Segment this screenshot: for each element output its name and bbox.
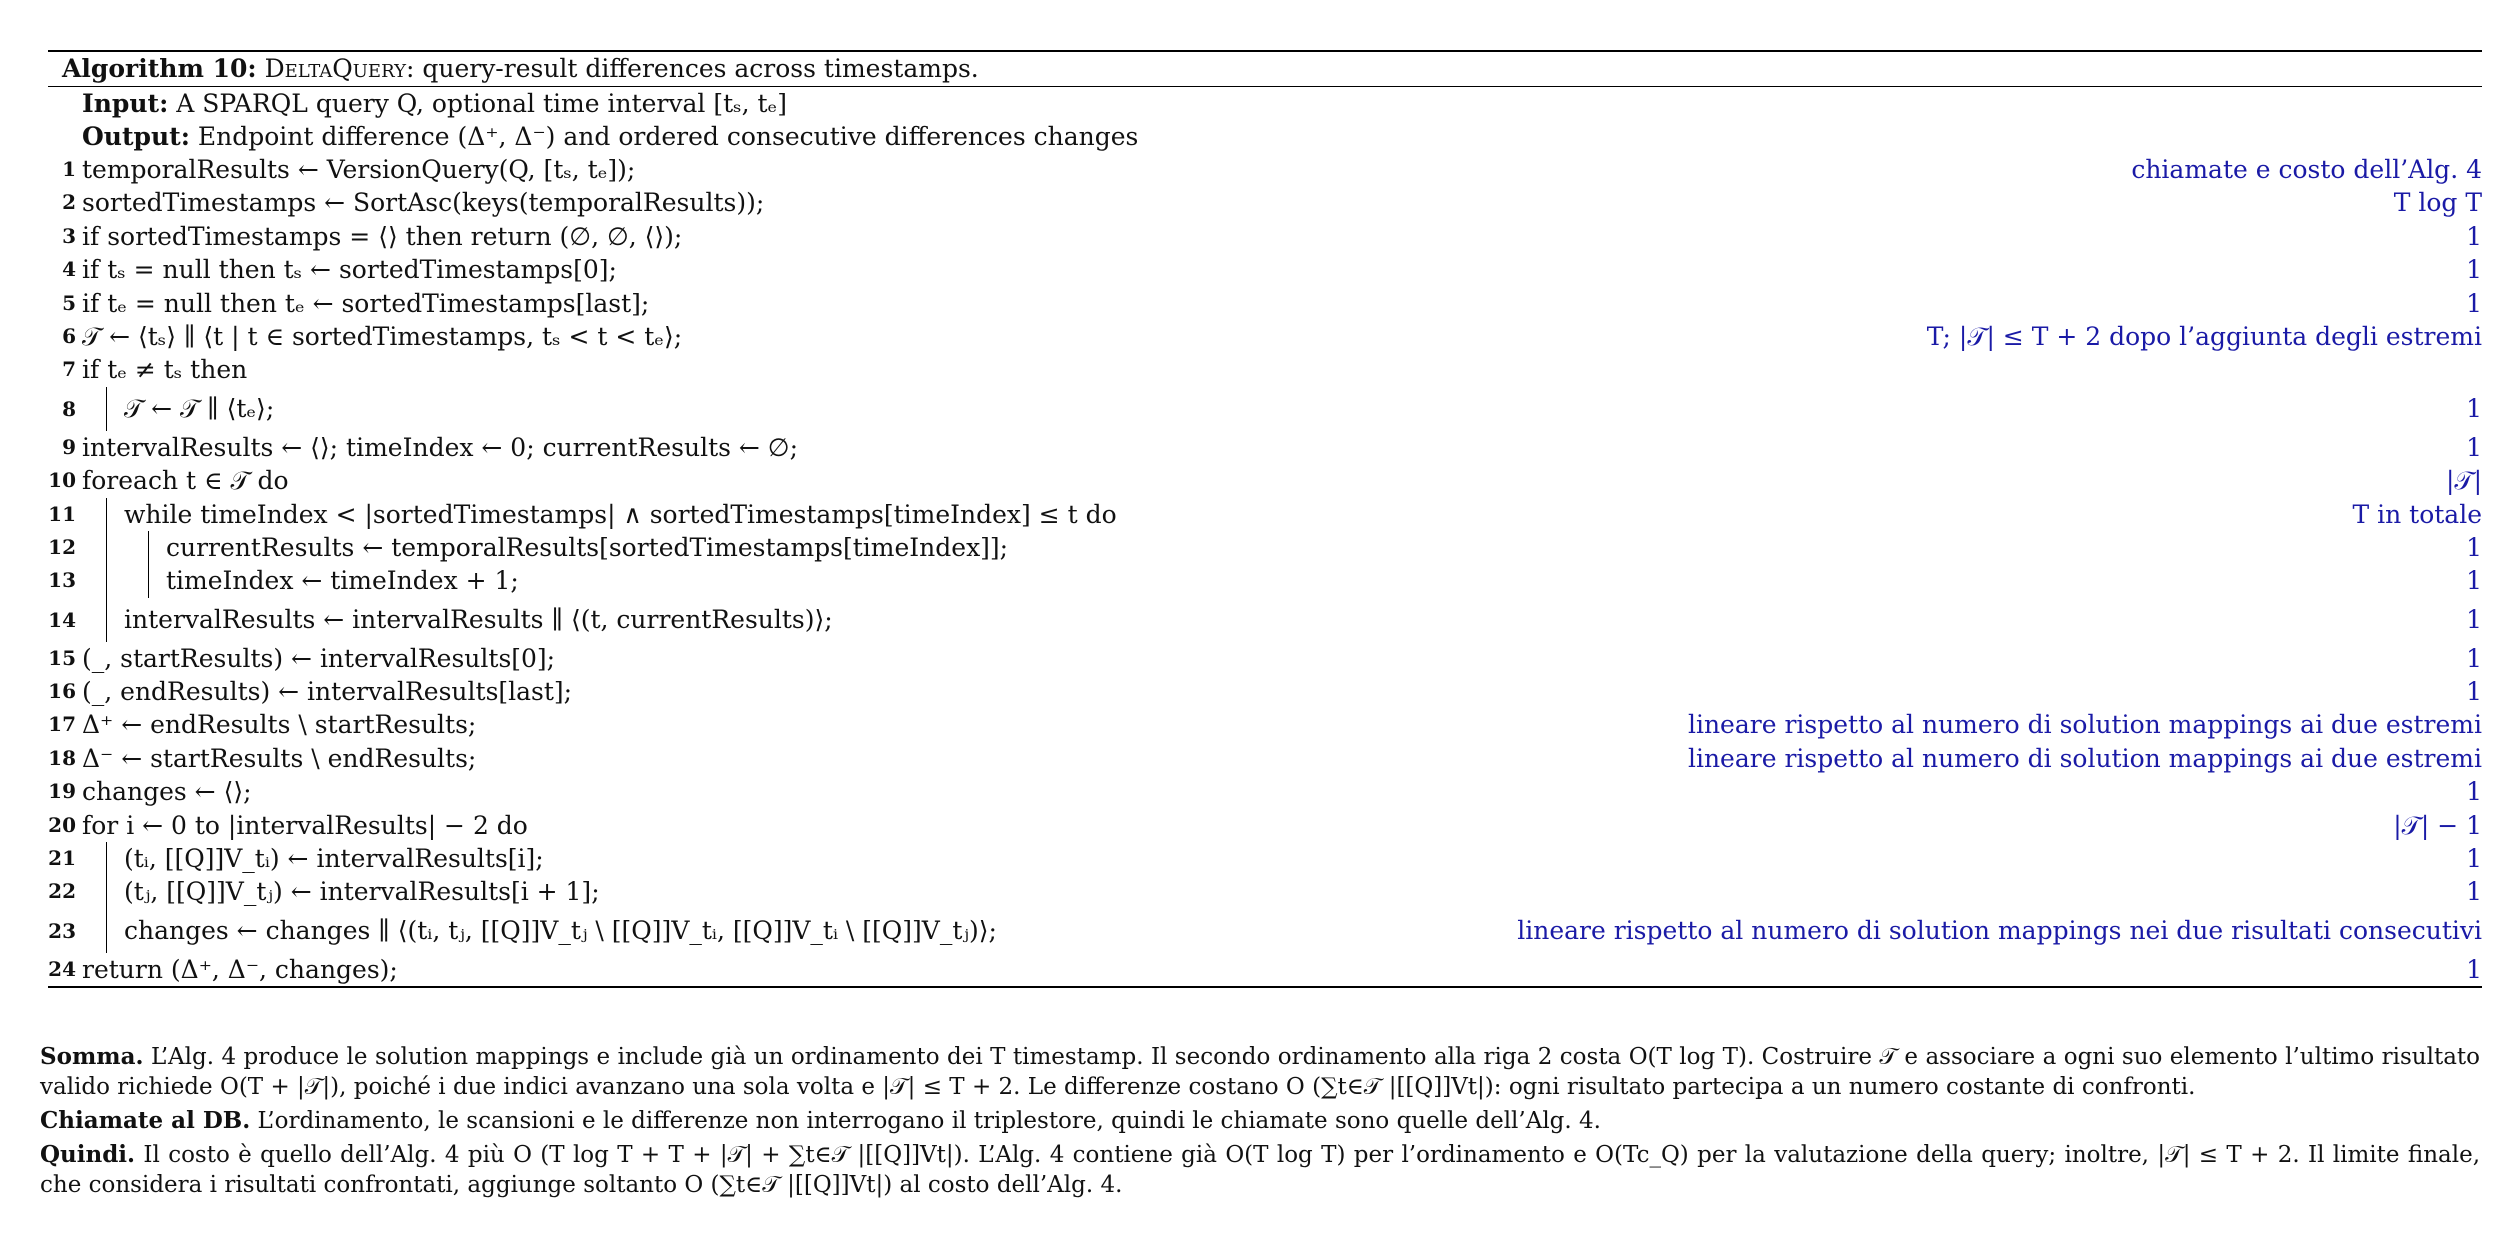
line-code: return (Δ⁺, Δ⁻, changes); [82, 954, 398, 984]
note-somma-text: L’Alg. 4 produce le solution mappings e include già un ordinamento dei T timestamp. Il secondo ordinamento alla riga 2 costa O(T log T). Costruire 𝒯 e associare a ogni suo elemento l’ultimo risultato valido richiede O(T + |𝒯|), poiché i due indici avanzano una sola volta e |𝒯| ≤ T + 2. Le differenze costano O (∑t∈𝒯 |[[Q]]Vt|): ogni risultato partecipa a un numero costante di confronti. [40, 1044, 2480, 1100]
line-cost-comment: 1 [2466, 643, 2482, 673]
line-number: 23 [48, 918, 76, 943]
note-db-label: Chiamate al DB. [40, 1107, 251, 1134]
line-code: (_, startResults) ← intervalResults[0]; [82, 643, 556, 673]
line-cost-comment: |𝒯| [2446, 466, 2482, 496]
line-cost-comment: chiamate e costo dell’Alg. 4 [2131, 155, 2482, 184]
input-text: A SPARQL query Q, optional time interval [tₛ, tₑ] [176, 89, 787, 118]
input-label: Input: [82, 89, 169, 118]
block-bar [106, 909, 107, 953]
line-cost-comment: 1 [2466, 288, 2482, 318]
line-number: 19 [48, 779, 76, 804]
algorithm-line [48, 531, 2482, 564]
block-bar [106, 598, 107, 642]
line-number: 5 [62, 290, 76, 315]
algorithm-box [48, 50, 2482, 988]
line-cost-comment: T in totale [2352, 499, 2482, 529]
line-cost-comment: lineare rispetto al numero di solution mappings ai due estremi [1687, 710, 2482, 740]
line-number: 9 [62, 434, 76, 459]
line-number: 1 [62, 157, 76, 181]
line-cost-comment: 1 [2466, 844, 2482, 874]
line-code: 𝒯 ← 𝒯 ∥ ⟨tₑ⟩; [124, 393, 275, 423]
line-code: if tₑ ≠ tₛ then [82, 355, 248, 385]
line-number: 18 [48, 745, 76, 770]
line-number: 11 [48, 501, 76, 526]
algorithm-line [48, 564, 2482, 597]
line-cost-comment: 1 [2466, 877, 2482, 907]
line-number: 20 [48, 812, 76, 837]
line-cost-comment: lineare rispetto al numero di solution mappings ai due estremi [1687, 743, 2482, 773]
line-code: changes ← changes ∥ ⟨(tᵢ, tⱼ, [[Q]]V_tⱼ \ [[Q]]V_tᵢ, [[Q]]V_tᵢ \ [[Q]]V_tⱼ)⟩; [124, 915, 997, 945]
line-code: intervalResults ← intervalResults ∥ ⟨(t, currentResults)⟩; [124, 604, 833, 634]
algorithm-line [48, 842, 2482, 875]
line-code: (tⱼ, [[Q]]V_tⱼ) ← intervalResults[i + 1]; [124, 877, 600, 907]
caption-name: DeltaQuery [264, 54, 406, 83]
algorithm-line [48, 875, 2482, 908]
algorithm-line [48, 353, 2482, 386]
algorithm-line [48, 186, 2482, 219]
output-line [48, 120, 2482, 153]
algorithm-line [48, 675, 2482, 708]
output-text: Endpoint difference (Δ⁺, Δ⁻) and ordered consecutive differences changes [197, 122, 1139, 151]
caption-rest: : query-result differences across timestamps. [405, 54, 979, 83]
note-somma-label: Somma. [40, 1043, 144, 1070]
algorithm-line [48, 775, 2482, 808]
line-number: 12 [48, 534, 76, 559]
line-number: 16 [48, 679, 76, 704]
block-bar [106, 498, 107, 531]
note-somma [40, 1042, 2480, 1102]
line-number: 3 [62, 223, 76, 248]
algorithm-line [48, 431, 2482, 464]
complexity-notes [40, 1042, 2480, 1204]
line-code: 𝒯 ← ⟨tₛ⟩ ∥ ⟨t | t ∈ sortedTimestamps, tₛ < t < tₑ⟩; [82, 321, 683, 351]
algorithm-line [48, 809, 2482, 842]
line-number: 4 [62, 257, 76, 282]
line-number: 10 [48, 468, 76, 493]
line-code: Δ⁻ ← startResults \ endResults; [82, 743, 477, 773]
note-quindi [40, 1140, 2480, 1200]
input-line [48, 87, 2482, 120]
line-number: 6 [62, 323, 76, 348]
line-number: 22 [48, 879, 76, 904]
line-code: if tₑ = null then tₑ ← sortedTimestamps[last]; [82, 288, 650, 318]
line-number: 24 [48, 956, 76, 981]
line-cost-comment: T; |𝒯| ≤ T + 2 dopo l’aggiunta degli estremi [1926, 321, 2482, 351]
algorithm-lines [48, 153, 2482, 986]
algorithm-line [48, 320, 2482, 353]
line-cost-comment: 1 [2466, 566, 2482, 596]
line-code: while timeIndex < |sortedTimestamps| ∧ sortedTimestamps[timeIndex] ≤ t do [124, 499, 1117, 529]
line-code: (tᵢ, [[Q]]V_tᵢ) ← intervalResults[i]; [124, 844, 544, 874]
algorithm-line [48, 642, 2482, 675]
line-cost-comment: 1 [2466, 432, 2482, 462]
line-code: temporalResults ← VersionQuery(Q, [tₛ, tₑ]); [82, 155, 636, 184]
bottom-rule [48, 986, 2482, 988]
line-code: (_, endResults) ← intervalResults[last]; [82, 677, 573, 707]
line-cost-comment: lineare rispetto al numero di solution mappings nei due risultati consecutivi [1517, 915, 2482, 945]
output-label: Output: [82, 122, 190, 151]
line-cost-comment: 1 [2466, 777, 2482, 807]
algorithm-line [48, 909, 2482, 953]
algorithm-line [48, 953, 2482, 986]
line-code: Δ⁺ ← endResults \ startResults; [82, 710, 477, 740]
line-code: currentResults ← temporalResults[sortedTimestamps[timeIndex]]; [166, 532, 1009, 562]
algorithm-line [48, 387, 2482, 431]
algorithm-line [48, 708, 2482, 741]
algorithm-line [48, 742, 2482, 775]
algorithm-line [48, 464, 2482, 497]
line-cost-comment: 1 [2466, 221, 2482, 251]
block-bar [106, 564, 107, 597]
algorithm-line [48, 253, 2482, 286]
line-code: changes ← ⟨⟩; [82, 777, 252, 807]
line-number: 17 [48, 712, 76, 737]
line-cost-comment: 1 [2466, 677, 2482, 707]
algorithm-line [48, 598, 2482, 642]
note-db-text: L’ordinamento, le scansioni e le differenze non interrogano il triplestore, quindi le chiamate sono quelle dell’Alg. 4. [257, 1108, 1601, 1134]
line-cost-comment: 1 [2466, 255, 2482, 285]
caption-label: Algorithm 10: [62, 54, 257, 83]
algorithm-line [48, 287, 2482, 320]
line-code: timeIndex ← timeIndex + 1; [166, 566, 519, 596]
line-number: 2 [62, 190, 76, 215]
line-cost-comment: 1 [2466, 393, 2482, 423]
line-code: if sortedTimestamps = ⟨⟩ then return (∅, ∅, ⟨⟩); [82, 221, 683, 251]
algorithm-line [48, 498, 2482, 531]
line-code: sortedTimestamps ← SortAsc(keys(temporalResults)); [82, 188, 765, 218]
note-quindi-label: Quindi. [40, 1141, 136, 1168]
line-code: foreach t ∈ 𝒯 do [82, 466, 289, 496]
block-bar [106, 875, 107, 908]
block-bar [106, 842, 107, 875]
algorithm-caption [48, 52, 2482, 86]
block-bar [148, 531, 149, 564]
line-number: 15 [48, 645, 76, 670]
algorithm-line [48, 220, 2482, 253]
line-cost-comment: 1 [2466, 954, 2482, 984]
line-code: if tₛ = null then tₛ ← sortedTimestamps[0]; [82, 255, 617, 285]
block-bar [148, 564, 149, 597]
line-cost-comment: |𝒯| − 1 [2393, 810, 2482, 840]
algorithm-line [48, 153, 2482, 186]
line-number: 21 [48, 846, 76, 871]
line-cost-comment: 1 [2466, 604, 2482, 634]
note-db [40, 1106, 2480, 1136]
line-number: 8 [62, 396, 76, 421]
block-bar [106, 387, 107, 431]
line-number: 14 [48, 607, 76, 632]
block-bar [106, 531, 107, 564]
line-number: 13 [48, 568, 76, 593]
line-number: 7 [62, 357, 76, 382]
line-code: intervalResults ← ⟨⟩; timeIndex ← 0; currentResults ← ∅; [82, 432, 798, 462]
line-cost-comment: 1 [2466, 532, 2482, 562]
line-code: for i ← 0 to |intervalResults| − 2 do [82, 810, 528, 840]
note-quindi-text: Il costo è quello dell’Alg. 4 più O (T log T + T + |𝒯| + ∑t∈𝒯 |[[Q]]Vt|). L’Alg. 4 contiene già O(T log T) per l’ordinamento e O(Tc_Q) per la valutazione della query; inoltre, |𝒯| ≤ T + 2. Il limite finale, che considera i risultati confrontati, aggiunge soltanto O (∑t∈𝒯 |[[Q]]Vt|) al costo dell’Alg. 4. [40, 1142, 2481, 1198]
line-cost-comment: T log T [2393, 188, 2482, 218]
